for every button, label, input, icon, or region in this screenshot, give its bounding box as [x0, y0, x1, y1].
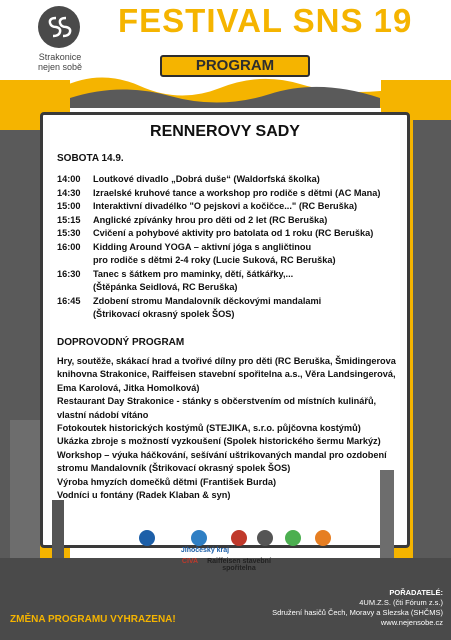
sponsor-wreath-icon [285, 530, 301, 546]
support-program-line: stromu Mandalovník (Štrikovací okrasný spolek ŠOS) [57, 463, 291, 474]
sponsor-crest-icon [139, 530, 155, 546]
support-program-line: Restaurant Day Strakonice - stánky s občerstvením od místních kulinářů, [57, 396, 377, 407]
schedule-time: 15:30 [57, 228, 81, 238]
schedule-description: Loutkové divadlo „Dobrá duše“ (Waldorfská školka) [93, 174, 320, 184]
schedule-description: Kidding Around YOGA – aktivní jóga s angličtinou [93, 241, 312, 252]
logo-s-icon [44, 12, 74, 42]
support-program-list [57, 355, 403, 502]
support-program-line: knihovna Strakonice, Raiffeisen stavební spořitelna a.s., Věra Landsingerová, [57, 369, 396, 380]
schedule-row [57, 214, 402, 228]
venue-title: RENNEROVY SADY [150, 123, 300, 140]
schedule-time: 16:00 [57, 241, 81, 252]
schedule-time [57, 254, 93, 268]
schedule-description: (Štrikovací okrasný spolek ŠOS) [93, 309, 235, 319]
schedule-description: (Štěpánka Seidlová, RC Beruška) [93, 282, 238, 292]
support-program-line: Hry, soutěže, skákací hrad a tvořivé dílny pro děti (RC Beruška, Šmidingerova [57, 356, 396, 366]
website-link[interactable]: www.nejensobe.cz [380, 618, 443, 627]
program-card [40, 112, 410, 548]
support-program-line: Výroba hmyzích domečků dětmi (František Burda) [57, 476, 277, 487]
organizer-1: 4UM.Z.S. (čti Fórum z.s.) [359, 598, 443, 607]
schedule-time: 16:30 [57, 268, 81, 279]
schedule-time: 16:45 [57, 295, 81, 306]
schedule-row [57, 308, 402, 322]
schedule-description: Zdobení stromu Mandalovník děckovými mandalami [93, 295, 322, 306]
support-program-line: Fotokoutek historických kostýmů (STEJIKA, s.r.o. půjčovna kostýmů) [57, 423, 361, 434]
civa-label: CIVA [181, 558, 199, 565]
schedule-list [57, 173, 402, 322]
right-gray-decoration [413, 120, 451, 580]
schedule-description: Cvičení a pohybové aktivity pro batolata od 1 roku (RC Beruška) [93, 228, 374, 238]
schedule-row [57, 241, 402, 255]
organizers-heading: POŘADATELÉ: [389, 588, 443, 597]
schedule-time: 14:00 [57, 174, 81, 184]
schedule-time [57, 308, 93, 322]
schedule-row [57, 227, 402, 241]
support-program-title: DOPROVODNÝ PROGRAM [57, 337, 185, 348]
schedule-time: 15:00 [57, 201, 81, 211]
logo-town-name: Strakonice [38, 52, 82, 62]
organizers-block [263, 588, 443, 628]
schedule-time: 14:30 [57, 187, 81, 198]
schedule-description: Interaktivní divadélko "O pejskovi a kočičce..." (RC Beruška) [93, 201, 358, 211]
schedule-time: 15:15 [57, 214, 81, 225]
schedule-description: pro rodiče s dětmi 2-4 roky (Lucie Suková, RC Beruška) [93, 255, 336, 265]
sponsor-badge-icon [231, 530, 247, 546]
jihocesky-kraj-icon [191, 530, 207, 546]
support-program-line: Ema Karolová, Jitka Homolková) [57, 382, 200, 393]
festival-title: FESTIVAL SNS 19 [118, 2, 413, 39]
schedule-description: Tanec s šátkem pro maminky, dětí, šátkářky,... [93, 268, 294, 279]
program-change-notice: ZMĚNA PROGRAMU VYHRAZENA! [10, 614, 176, 625]
schedule-row [57, 254, 402, 268]
program-label: PROGRAM [160, 55, 310, 77]
support-program-line: vlastní nádobí vítáno [57, 409, 149, 420]
event-date: SOBOTA 14.9. [57, 153, 124, 164]
organizer-2: Sdružení hasičů Čech, Moravy a Slezska (SHČMS) [272, 608, 443, 617]
jihocesky-kraj-label: Jihočeský kraj [180, 547, 230, 554]
support-program-line: Vodníci u fontány (Radek Klaban & syn) [57, 490, 231, 501]
schedule-row [57, 268, 402, 282]
schedule-row [57, 187, 402, 201]
sns-logo-icon [38, 6, 80, 48]
schedule-row [57, 295, 402, 309]
schedule-description: Izraelské kruhové tance a workshop pro rodiče s dětmi (AC Mana) [93, 187, 381, 198]
schedule-description: Anglické zpívánky hrou pro děti od 2 let (RC Beruška) [93, 214, 328, 225]
logo-slogan: nejen sobě [37, 62, 83, 72]
sponsor-emblem-icon [257, 530, 273, 546]
schedule-row [57, 173, 402, 187]
support-program-line: Workshop – výuka háčkování, sešívání uštrikovaných mandal pro ozdobení [57, 449, 387, 460]
raiffeisen-label: Raiffeisen stavební spořitelna [207, 558, 271, 572]
support-program-line: Ukázka zbroje s možností vyzkoušení (Spolek historického šermu Markýz) [57, 436, 381, 447]
schedule-row [57, 281, 402, 295]
sponsor-logo-icon [315, 530, 331, 546]
schedule-time [57, 281, 93, 295]
schedule-row [57, 200, 402, 214]
sponsor-logos [135, 528, 365, 574]
